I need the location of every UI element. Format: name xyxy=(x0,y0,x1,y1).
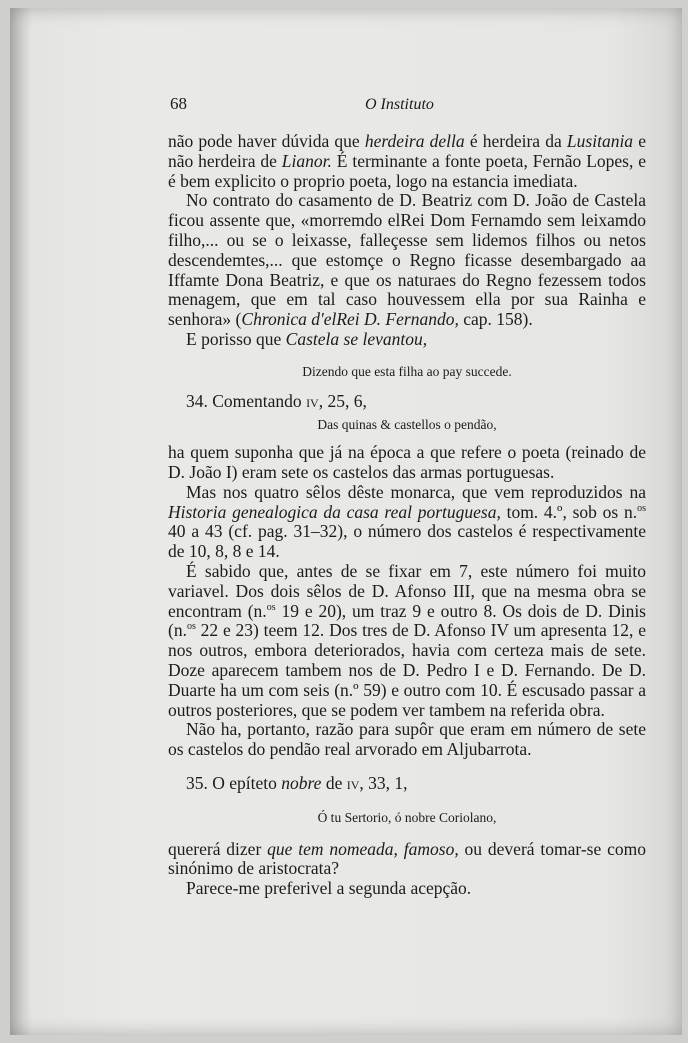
paragraph: Não ha, portanto, razão para supôr que eram em número de sete os castelos do pendão real arvorado em Aljubarrota. xyxy=(168,719,646,760)
paragraph: ha quem suponha que já na época a que refere o poeta (reinado de D. João I) eram sete os castelos das armas portuguesas. xyxy=(168,442,646,482)
page-number: 68 xyxy=(170,94,187,113)
paragraph: Mas nos quatro sêlos dêste monarca, que vem reproduzidos na Historia genealogica da casa real portuguesa, tom. 4.º, sob os n.$^{os}$ 40 a 43 (cf. pag. 31–32), o número dos castelos é respectivamente de 10, 8, 8 e 14. xyxy=(168,481,646,562)
section-heading: 34. Comentando iv, 25, 6, xyxy=(186,390,367,411)
book-page xyxy=(10,8,682,1035)
paragraph: Parece-me preferivel a segunda acepção. xyxy=(186,878,472,899)
paragraph: não pode haver dúvida que herdeira della é herdeira da Lusitania e não herdeira de Lianor. É terminante a fonte poeta, Fernão Lopes, e é bem explicito o proprio poeta, logo na estancia imediata. xyxy=(168,131,646,191)
running-title: O Instituto xyxy=(365,96,434,113)
verse-quote: Dizendo que esta filha ao pay succede. xyxy=(302,363,512,379)
paragraph: É sabido que, antes de se fixar em 7, este número foi muito variavel. Dos dois sêlos de D. Afonso III, que na mesma obra se encontram (n.$^{os}$ 19 e 20), um traz 9 e outro 8. Os dois de D. Dinis (n.$^{os}$ 22 e 23) teem 12. Dos tres de D. Afonso IV um apresenta 12, e nos outros, embora deteriorados, havia com certeza mais de sete. Doze aparecem tambem nos de D. Pedro I e D. Fernando. De D. Duarte ha um com seis (n.º 59) e outro com 10. É escusado passar a outros posteriores, que se podem ver tambem na referida obra. xyxy=(168,560,646,720)
paragraph: E porisso que Castela se levantou, xyxy=(186,328,428,349)
verse-quote: Das quinas & castellos o pendão, xyxy=(317,417,497,433)
section-heading: 35. O epíteto nobre de iv, 33, 1, xyxy=(186,772,408,793)
page-header xyxy=(10,88,682,118)
body-text xyxy=(168,132,646,899)
verse-quote: Ó tu Sertorio, ó nobre Coriolano, xyxy=(317,809,497,825)
paragraph: No contrato do casamento de D. Beatriz com D. João de Castela ficou assente que, «morremdo elRei Dom Fernamdo sem leixamdo filho,... ou se o leixasse, falleçesse sem lidemos filhos ou netos descendemtes,... que estomçe o Regno ficasse desembargado aa Iffamte Dona Beatriz, e que os naturaes do Regno fezessem todos menagem, que em tal caso houvessem ella por sua Rainha e senhora» (Chronica d'elRei D. Fernando, cap. 158). xyxy=(168,190,646,330)
paragraph: quererá dizer que tem nomeada, famoso, ou deverá tomar-se como sinónimo de aristocrata? xyxy=(168,838,646,879)
